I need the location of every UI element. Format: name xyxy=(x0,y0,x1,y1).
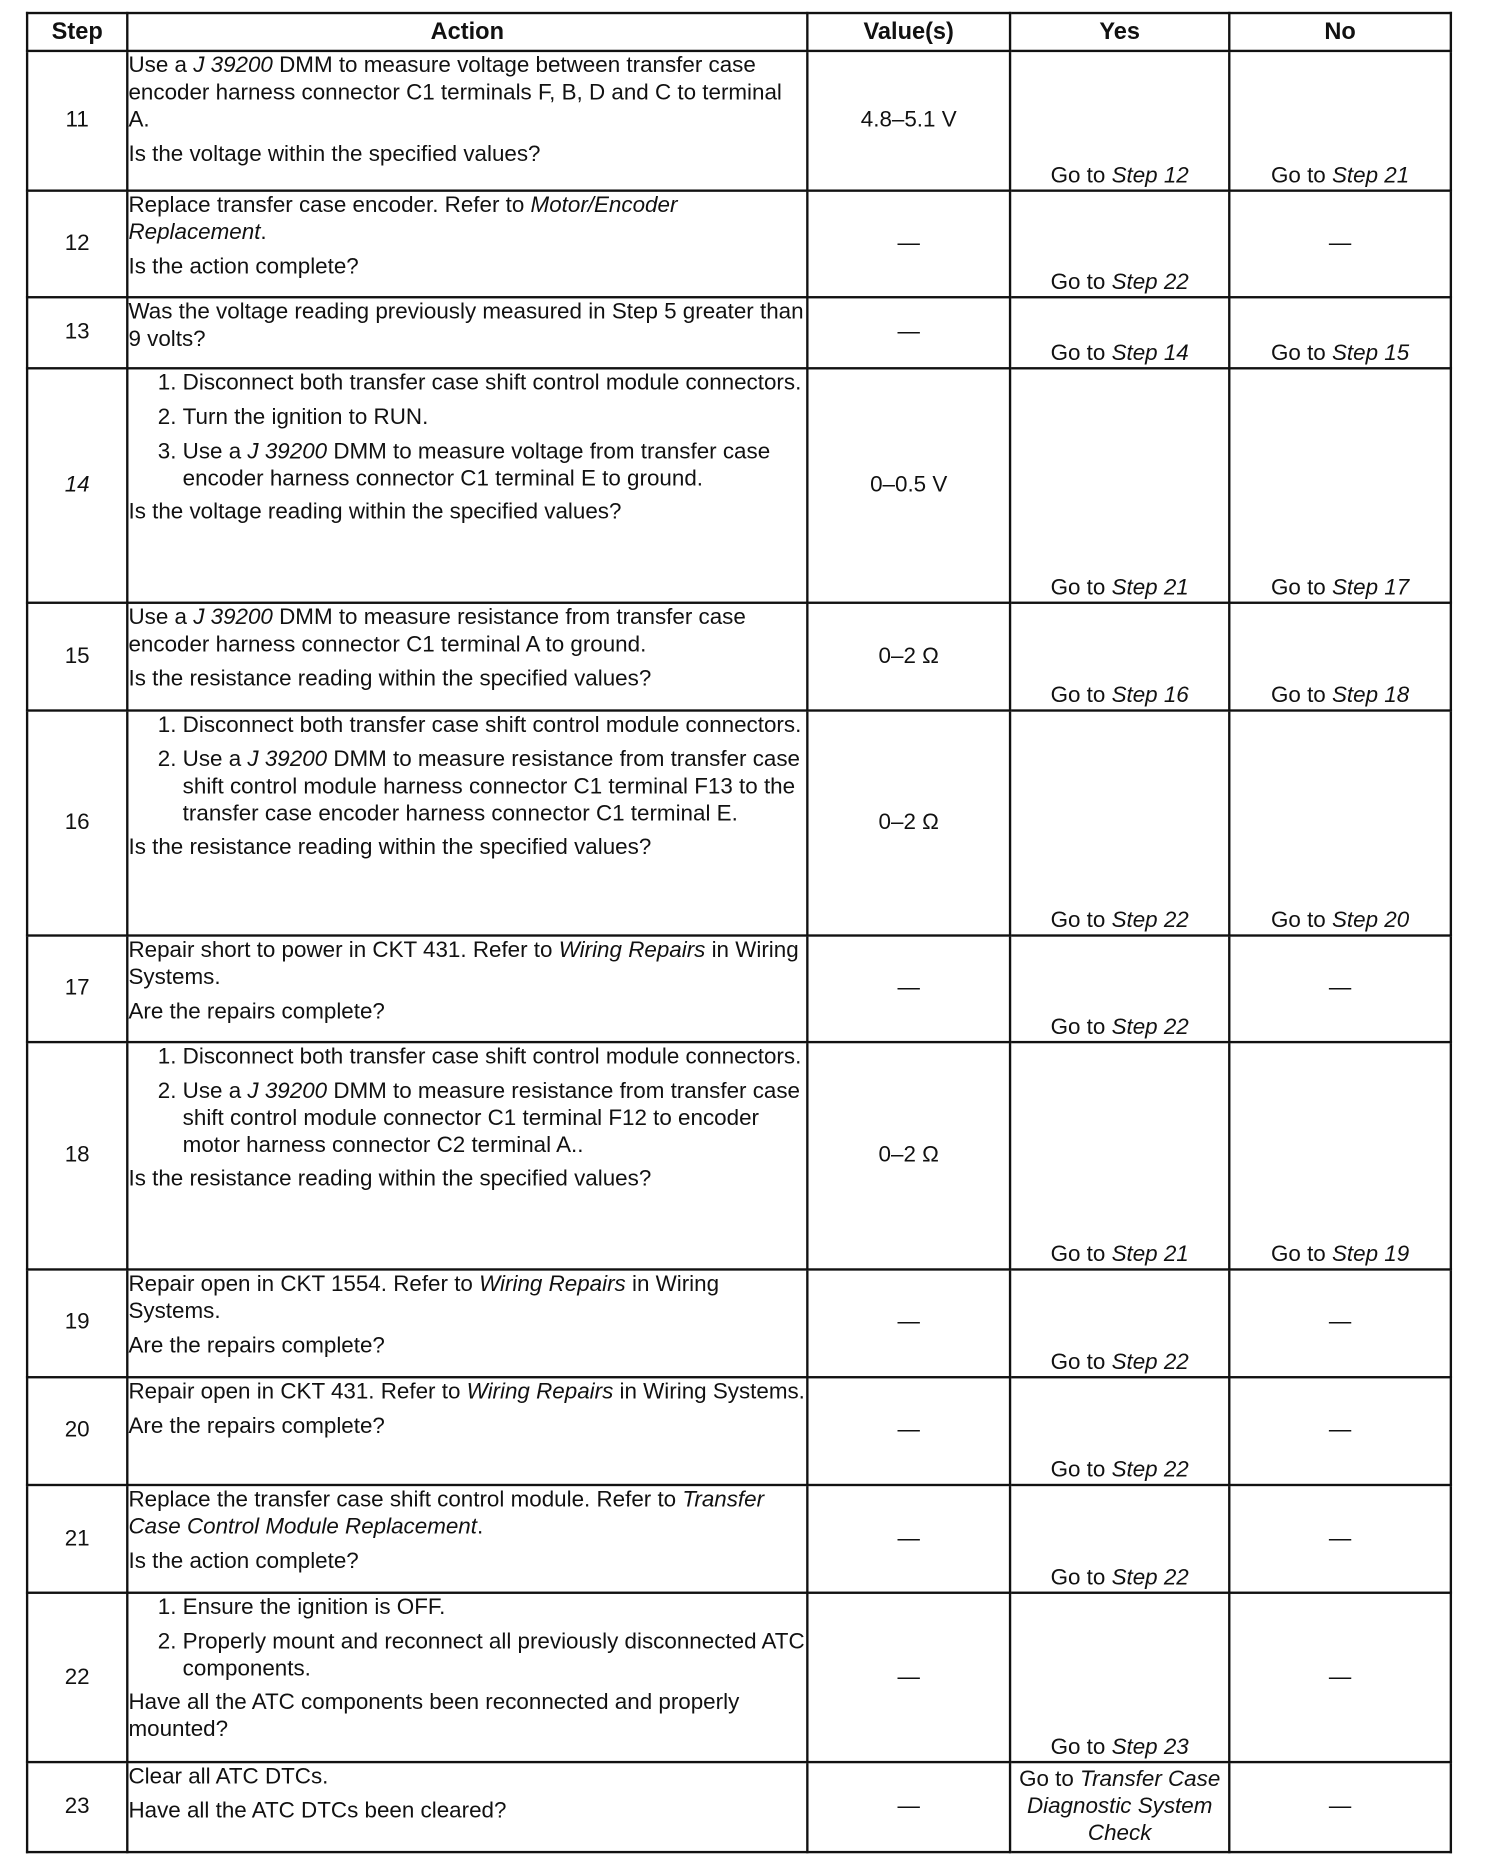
text-run: — xyxy=(1328,1793,1352,1819)
yes-cell xyxy=(1010,603,1229,710)
italic-reference: Step 22 xyxy=(1111,907,1189,933)
action-question: Is the resistance reading within the specified values? xyxy=(128,667,652,692)
action-question: Are the repairs complete? xyxy=(128,999,385,1025)
table-row xyxy=(27,298,1451,369)
text-run: Replace transfer case encoder. Refer to xyxy=(128,192,531,218)
action-description xyxy=(128,604,806,658)
italic-reference: Step 21 xyxy=(1111,575,1189,601)
yes-cell xyxy=(1010,710,1229,935)
table-row xyxy=(27,190,1451,297)
action-step-item xyxy=(183,404,806,431)
action-description xyxy=(128,299,806,353)
text-run: Go to xyxy=(1019,1767,1081,1793)
text-run: DMM to measure resistance from transfer case shift control module harness connector C1 terminal F13 to the transfer case encoder harness connector C1 terminal E. xyxy=(182,746,801,827)
text-run: Go to xyxy=(1050,163,1112,189)
no-cell xyxy=(1229,710,1451,935)
value-cell: — xyxy=(807,1485,1010,1593)
action-question: Are the repairs complete? xyxy=(128,1333,385,1359)
italic-reference: Step 21 xyxy=(1111,1242,1189,1268)
value-cell: — xyxy=(807,1270,1010,1377)
text-run: Use a xyxy=(182,746,248,772)
action-step-item xyxy=(183,1078,806,1160)
italic-reference: Transfer Case Diagnostic System Check xyxy=(1026,1767,1221,1847)
text-run: Go to xyxy=(1050,270,1112,296)
text-run: Ensure the ignition is OFF. xyxy=(182,1595,446,1621)
text-run: — xyxy=(1328,230,1352,256)
italic-reference: Step 21 xyxy=(1331,163,1410,189)
no-cell xyxy=(1229,190,1451,297)
italic-reference: Step 14 xyxy=(1111,341,1189,367)
no-cell xyxy=(1229,603,1451,710)
text-run: Go to xyxy=(1270,1242,1332,1268)
yes-cell xyxy=(1010,1042,1229,1269)
action-question: Have all the ATC DTCs been cleared? xyxy=(128,1798,507,1824)
header-row xyxy=(27,13,1451,51)
text-run: Go to xyxy=(1270,907,1332,933)
italic-reference: Wiring Repairs xyxy=(466,1379,614,1404)
no-cell xyxy=(1229,1762,1451,1852)
yes-cell xyxy=(1010,1270,1229,1377)
no-cell xyxy=(1229,369,1451,604)
italic-reference: Step 22 xyxy=(1111,270,1189,296)
table-body xyxy=(27,51,1451,1852)
text-run: Clear all ATC DTCs. xyxy=(128,1764,329,1789)
text-run: Disconnect both transfer case shift control module connectors. xyxy=(182,370,802,396)
step-number: 18 xyxy=(27,1042,127,1269)
text-run: Replace the transfer case shift control module. Refer to xyxy=(128,1487,683,1513)
action-description xyxy=(128,1378,806,1405)
action-question: Is the voltage reading within the specified values? xyxy=(128,499,622,525)
value-cell: 0–2 Ω xyxy=(807,603,1010,710)
step-number: 14 xyxy=(27,369,127,604)
text-run: Use a xyxy=(182,439,248,465)
no-cell xyxy=(1229,1270,1451,1377)
text-run: Go to xyxy=(1050,1457,1112,1483)
text-run: DMM to measure voltage from transfer case encoder harness connector C1 terminal E to ground. xyxy=(182,439,771,492)
action-description xyxy=(128,1486,806,1540)
header-step: Step xyxy=(27,13,127,51)
value-cell: — xyxy=(807,1593,1010,1761)
text-run: DMM to measure resistance from transfer case shift control module connector C1 terminal F12 to encoder motor harness connector C2 terminal A.. xyxy=(182,1079,801,1159)
table-row xyxy=(27,935,1451,1042)
action-steps-list xyxy=(128,1595,806,1684)
value-cell: 0–0.5 V xyxy=(807,369,1010,604)
value-cell: — xyxy=(807,1377,1010,1485)
italic-reference: J 39200 xyxy=(193,605,273,631)
text-run: Use a xyxy=(128,53,194,79)
action-step-item xyxy=(183,438,806,492)
text-run: DMM to measure resistance from transfer case encoder harness connector C1 terminal A to ground. xyxy=(128,605,746,658)
action-description xyxy=(128,52,806,134)
italic-reference: Step 22 xyxy=(1111,1457,1189,1483)
text-run: in Wiring Systems. xyxy=(128,1272,720,1325)
action-step-item xyxy=(183,711,806,738)
no-cell xyxy=(1229,935,1451,1042)
text-run: Disconnect both transfer case shift control module connectors. xyxy=(182,1044,802,1070)
text-run: Disconnect both transfer case shift control module connectors. xyxy=(182,712,802,738)
action-cell xyxy=(127,1593,807,1761)
step-number: 21 xyxy=(27,1485,127,1593)
text-run: Use a xyxy=(182,1079,248,1104)
table-row xyxy=(27,1042,1451,1269)
text-run: Go to xyxy=(1270,163,1332,189)
action-step-item xyxy=(183,370,806,397)
action-cell xyxy=(127,369,807,604)
action-cell xyxy=(127,603,807,710)
action-cell xyxy=(127,935,807,1042)
text-run: . xyxy=(477,1514,484,1540)
text-run: Turn the ignition to RUN. xyxy=(182,405,429,431)
action-description xyxy=(128,936,806,990)
italic-reference: Step 15 xyxy=(1331,341,1410,367)
no-cell xyxy=(1229,1593,1451,1761)
action-question: Is the resistance reading within the specified values? xyxy=(128,1166,652,1192)
action-cell xyxy=(127,1762,807,1852)
no-cell xyxy=(1229,1042,1451,1269)
italic-reference: Wiring Repairs xyxy=(558,937,706,963)
italic-reference: Step 22 xyxy=(1111,1015,1189,1040)
yes-cell xyxy=(1010,190,1229,297)
value-cell: 0–2 Ω xyxy=(807,710,1010,935)
text-run: — xyxy=(1328,1526,1352,1552)
table-row xyxy=(27,369,1451,604)
value-cell: — xyxy=(807,298,1010,369)
text-run: — xyxy=(1328,1417,1352,1443)
text-run: Go to xyxy=(1050,341,1112,367)
action-cell xyxy=(127,1485,807,1593)
text-run: — xyxy=(1328,1664,1352,1690)
step-number: 16 xyxy=(27,710,127,935)
yes-cell xyxy=(1010,369,1229,604)
action-question: Have all the ATC components been reconnected and properly mounted? xyxy=(128,1690,740,1743)
text-run: Repair open in CKT 1554. Refer to xyxy=(128,1272,480,1297)
action-cell xyxy=(127,1042,807,1269)
italic-reference: Step 22 xyxy=(1111,1349,1189,1375)
value-cell: 4.8–5.1 V xyxy=(807,51,1010,191)
header-action: Action xyxy=(127,13,807,51)
italic-reference: Step 18 xyxy=(1331,683,1410,708)
yes-cell xyxy=(1010,1593,1229,1761)
table-row xyxy=(27,51,1451,191)
text-run: Go to xyxy=(1050,1015,1112,1040)
step-number: 19 xyxy=(27,1270,127,1377)
no-cell xyxy=(1229,1377,1451,1485)
table-row xyxy=(27,1377,1451,1485)
table-row xyxy=(27,1762,1451,1852)
no-cell xyxy=(1229,1485,1451,1593)
action-cell xyxy=(127,1270,807,1377)
action-question: Is the action complete? xyxy=(128,1548,359,1574)
action-description xyxy=(128,192,806,246)
text-run: in Wiring Systems. xyxy=(613,1379,805,1404)
action-question: Are the repairs complete? xyxy=(128,1413,385,1439)
text-run: . xyxy=(260,220,267,245)
action-steps-list xyxy=(128,711,806,827)
text-run: — xyxy=(1328,1310,1352,1336)
value-cell: — xyxy=(807,190,1010,297)
italic-reference: J 39200 xyxy=(247,1079,328,1104)
italic-reference: Step 17 xyxy=(1331,575,1410,601)
text-run: Was the voltage reading previously measured in Step 5 greater than 9 volts? xyxy=(128,299,804,353)
action-cell xyxy=(127,1377,807,1485)
header-yes: Yes xyxy=(1010,13,1229,51)
diagnostic-table xyxy=(26,12,1452,1853)
text-run: Go to xyxy=(1270,683,1332,708)
text-run: Go to xyxy=(1050,683,1112,708)
yes-cell xyxy=(1010,1485,1229,1593)
text-run: Go to xyxy=(1050,907,1112,933)
step-number: 17 xyxy=(27,935,127,1042)
italic-reference: J 39200 xyxy=(193,53,273,79)
text-run: Repair short to power in CKT 431. Refer to xyxy=(128,937,559,963)
action-step-item xyxy=(183,1595,806,1622)
action-cell xyxy=(127,51,807,191)
header-values: Value(s) xyxy=(807,13,1010,51)
table-row xyxy=(27,1593,1451,1761)
yes-cell xyxy=(1010,935,1229,1042)
action-question: Is the resistance reading within the specified values? xyxy=(128,834,652,860)
italic-reference: J 39200 xyxy=(247,439,328,465)
step-number: 15 xyxy=(27,603,127,710)
text-run: Use a xyxy=(128,605,194,631)
italic-reference: Step 16 xyxy=(1111,683,1189,708)
text-run: Go to xyxy=(1050,1242,1112,1268)
text-run: Properly mount and reconnect all previously disconnected ATC components. xyxy=(182,1630,805,1683)
action-steps-list xyxy=(128,370,806,493)
action-cell xyxy=(127,190,807,297)
no-cell xyxy=(1229,298,1451,369)
text-run: Go to xyxy=(1270,575,1332,601)
table-row xyxy=(27,1485,1451,1593)
step-number: 23 xyxy=(27,1762,127,1852)
italic-reference: Wiring Repairs xyxy=(479,1272,626,1297)
value-cell: — xyxy=(807,1762,1010,1852)
text-run: in Wiring Systems. xyxy=(128,937,799,990)
step-number: 13 xyxy=(27,298,127,369)
text-run: Go to xyxy=(1050,1349,1112,1375)
text-run: Go to xyxy=(1270,341,1332,367)
table-row xyxy=(27,1270,1451,1377)
yes-cell xyxy=(1010,1377,1229,1485)
text-run: Repair open in CKT 431. Refer to xyxy=(128,1379,467,1404)
value-cell: — xyxy=(807,935,1010,1042)
action-question: Is the action complete? xyxy=(128,254,359,280)
table-row xyxy=(27,710,1451,935)
italic-reference: Step 23 xyxy=(1111,1734,1189,1760)
italic-reference: Transfer Case Control Module Replacement xyxy=(128,1487,765,1540)
action-step-item xyxy=(183,746,806,828)
text-run: Go to xyxy=(1050,1734,1112,1760)
step-number: 22 xyxy=(27,1593,127,1761)
text-run: Go to xyxy=(1050,575,1112,601)
step-number: 12 xyxy=(27,190,127,297)
action-step-item xyxy=(183,1629,806,1683)
header-no: No xyxy=(1229,13,1451,51)
text-run: DMM to measure voltage between transfer case encoder harness connector C1 terminals F, B, D and C to terminal A. xyxy=(128,53,782,133)
yes-cell xyxy=(1010,1762,1229,1852)
italic-reference: Motor/Encoder Replacement xyxy=(128,192,678,245)
step-number: 20 xyxy=(27,1377,127,1485)
yes-cell xyxy=(1010,51,1229,191)
action-question: Is the voltage within the specified values? xyxy=(128,142,541,167)
action-cell xyxy=(127,298,807,369)
italic-reference: Step 22 xyxy=(1111,1566,1189,1591)
step-number: 11 xyxy=(27,51,127,191)
yes-cell xyxy=(1010,298,1229,369)
action-cell xyxy=(127,710,807,935)
action-description xyxy=(128,1763,806,1790)
italic-reference: Step 19 xyxy=(1331,1242,1410,1268)
action-description xyxy=(128,1271,806,1325)
action-step-item xyxy=(183,1043,806,1070)
no-cell xyxy=(1229,51,1451,191)
action-steps-list xyxy=(128,1043,806,1159)
value-cell: 0–2 Ω xyxy=(807,1042,1010,1269)
text-run: Go to xyxy=(1050,1566,1112,1591)
italic-reference: Step 20 xyxy=(1331,907,1410,933)
italic-reference: Step 12 xyxy=(1111,163,1189,189)
italic-reference: J 39200 xyxy=(247,746,328,772)
table-row xyxy=(27,603,1451,710)
text-run: — xyxy=(1328,975,1352,1001)
